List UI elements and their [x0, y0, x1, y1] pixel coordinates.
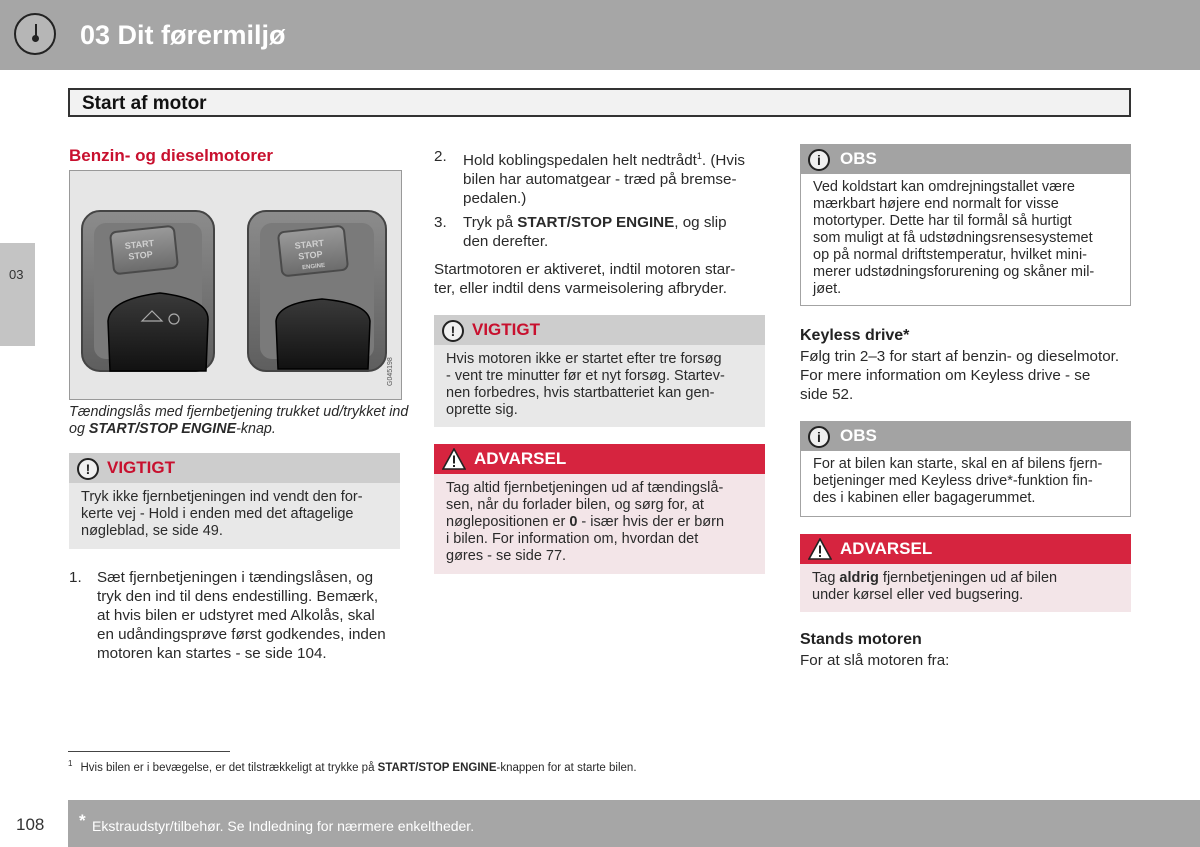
- vigtigt-box-2-header: [434, 315, 765, 345]
- step-2-text: Hold koblingspedalen helt nedtrådt$^1$. (Hvis bilen har automatgear - træd på bremse- pedalen.): [463, 151, 745, 208]
- step-3-number: 3.: [434, 214, 447, 231]
- page-number: 108: [16, 815, 45, 834]
- vigtigt-box-1-header: [69, 453, 400, 483]
- obs-box-1-body: Ved koldstart kan omdrejningstallet være mærkbart højere end normalt for visse motortyper. Dette har til formål så hurtigt som muligt at få udstødningsrensesystemet op på normal driftstemperatur, hvilket mini- merer udstødningsforurening og skåner mil- jøet.: [800, 174, 1131, 306]
- vigtigt-box-1-body: Tryk ikke fjernbetjeningen ind vendt den for- kerte vej - Hold i enden med det aftagelige nøgleblad, se side 49.: [69, 483, 400, 549]
- advarsel-box-2-header: [800, 534, 1131, 564]
- ignition-illustration: [70, 171, 402, 400]
- advarsel-title: ADVARSEL: [474, 449, 567, 468]
- advarsel-box-1-body: Tag altid fjernbetjeningen ud af tændingslå- sen, når du forlader bilen, og sørg for, at nøglepositionen er 0 - især hvis der er børn i bilen. For information om, hvordan det gøres - se side 77.: [434, 474, 765, 574]
- step-1-number: 1.: [69, 569, 82, 586]
- obs-box-2-header: [800, 421, 1131, 451]
- footer-note: Ekstraudstyr/tilbehør. Se Indledning for nærmere enkeltheder.: [92, 818, 475, 834]
- advarsel-title: ADVARSEL: [840, 539, 933, 558]
- keyless-drive-heading: Keyless drive*: [800, 327, 910, 344]
- svg-text:STOP: STOP: [127, 249, 154, 262]
- warning-triangle-icon: [442, 448, 466, 470]
- info-icon: [808, 149, 830, 171]
- figure-code: G045198: [387, 357, 394, 386]
- stop-engine-heading: Stands motoren: [800, 631, 922, 648]
- side-tab-label: 03: [9, 267, 24, 282]
- info-icon: [808, 426, 830, 448]
- step-1-text: Sæt fjernbetjeningen i tændingslåsen, og tryk den ind til dens endestilling. Bemærk, at hvis bilen er udstyret med Alkolås, skal en udåndingsprøve først godkendes, inden motoren kan startes - se side 104.: [97, 569, 386, 662]
- exclamation-icon: [442, 320, 464, 342]
- gauge-icon: [14, 13, 56, 55]
- exclamation-icon: [77, 458, 99, 480]
- stop-engine-text: For at slå motoren fra:: [800, 652, 950, 669]
- vigtigt-title: VIGTIGT: [107, 458, 175, 477]
- vigtigt-box-2-body: Hvis motoren ikke er startet efter tre forsøg - vent tre minutter før et nyt forsøg. Startev- nen forbedres, hvis startbatteriet kan gen- oprette sig.: [434, 345, 765, 427]
- obs-box-1-header: [800, 144, 1131, 174]
- figure-button-text: START: [124, 237, 155, 251]
- vigtigt-title: VIGTIGT: [472, 320, 540, 339]
- ignition-figure: [69, 170, 402, 400]
- warning-triangle-icon: [808, 538, 832, 560]
- advarsel-box-2-body: Tag aldrig fjernbetjeningen ud af bilen under kørsel eller ved bugsering.: [800, 564, 1131, 612]
- obs-box-2-body: For at bilen kan starte, skal en af bilens fjern- betjeninger med Keyless drive*-funktion fin- des i kabinen eller bagagerummet.: [800, 451, 1131, 517]
- svg-text:ENGINE: ENGINE: [301, 262, 326, 272]
- svg-text:STOP: STOP: [297, 249, 324, 262]
- chapter-header: [0, 0, 1200, 70]
- footer-star: *: [79, 811, 86, 830]
- obs-title: OBS: [840, 149, 877, 168]
- figure-caption: Tændingslås med fjernbetjening trukket ud/trykket ind og START/STOP ENGINE-knap.: [69, 404, 409, 437]
- step-2-number: 2.: [434, 148, 447, 165]
- chapter-side-tab: [0, 243, 35, 346]
- advarsel-box-1-header: [434, 444, 765, 474]
- footnote: $^1$ Hvis bilen er i bevægelse, er det tilstrækkeligt at trykke på START/STOP ENGINE-knappen for at starte bilen.: [68, 759, 637, 774]
- section-title-box: [68, 88, 1131, 117]
- heading-petrol-diesel: Benzin- og dieselmotorer: [69, 146, 274, 165]
- chapter-title: 03 Dit førermiljø: [80, 20, 286, 50]
- step-3-text: Tryk på START/STOP ENGINE, og slip den derefter.: [463, 214, 727, 250]
- footnote-rule: [68, 751, 230, 752]
- svg-text:START: START: [294, 237, 325, 251]
- starter-paragraph: Startmotoren er aktiveret, indtil motoren star- ter, eller indtil dens varmeisolering afbryder.: [434, 261, 736, 297]
- section-title: Start af motor: [82, 93, 207, 114]
- keyless-drive-text: Følg trin 2–3 for start af benzin- og dieselmotor. For mere information om Keyless drive - se side 52.: [800, 348, 1120, 403]
- obs-title: OBS: [840, 426, 877, 445]
